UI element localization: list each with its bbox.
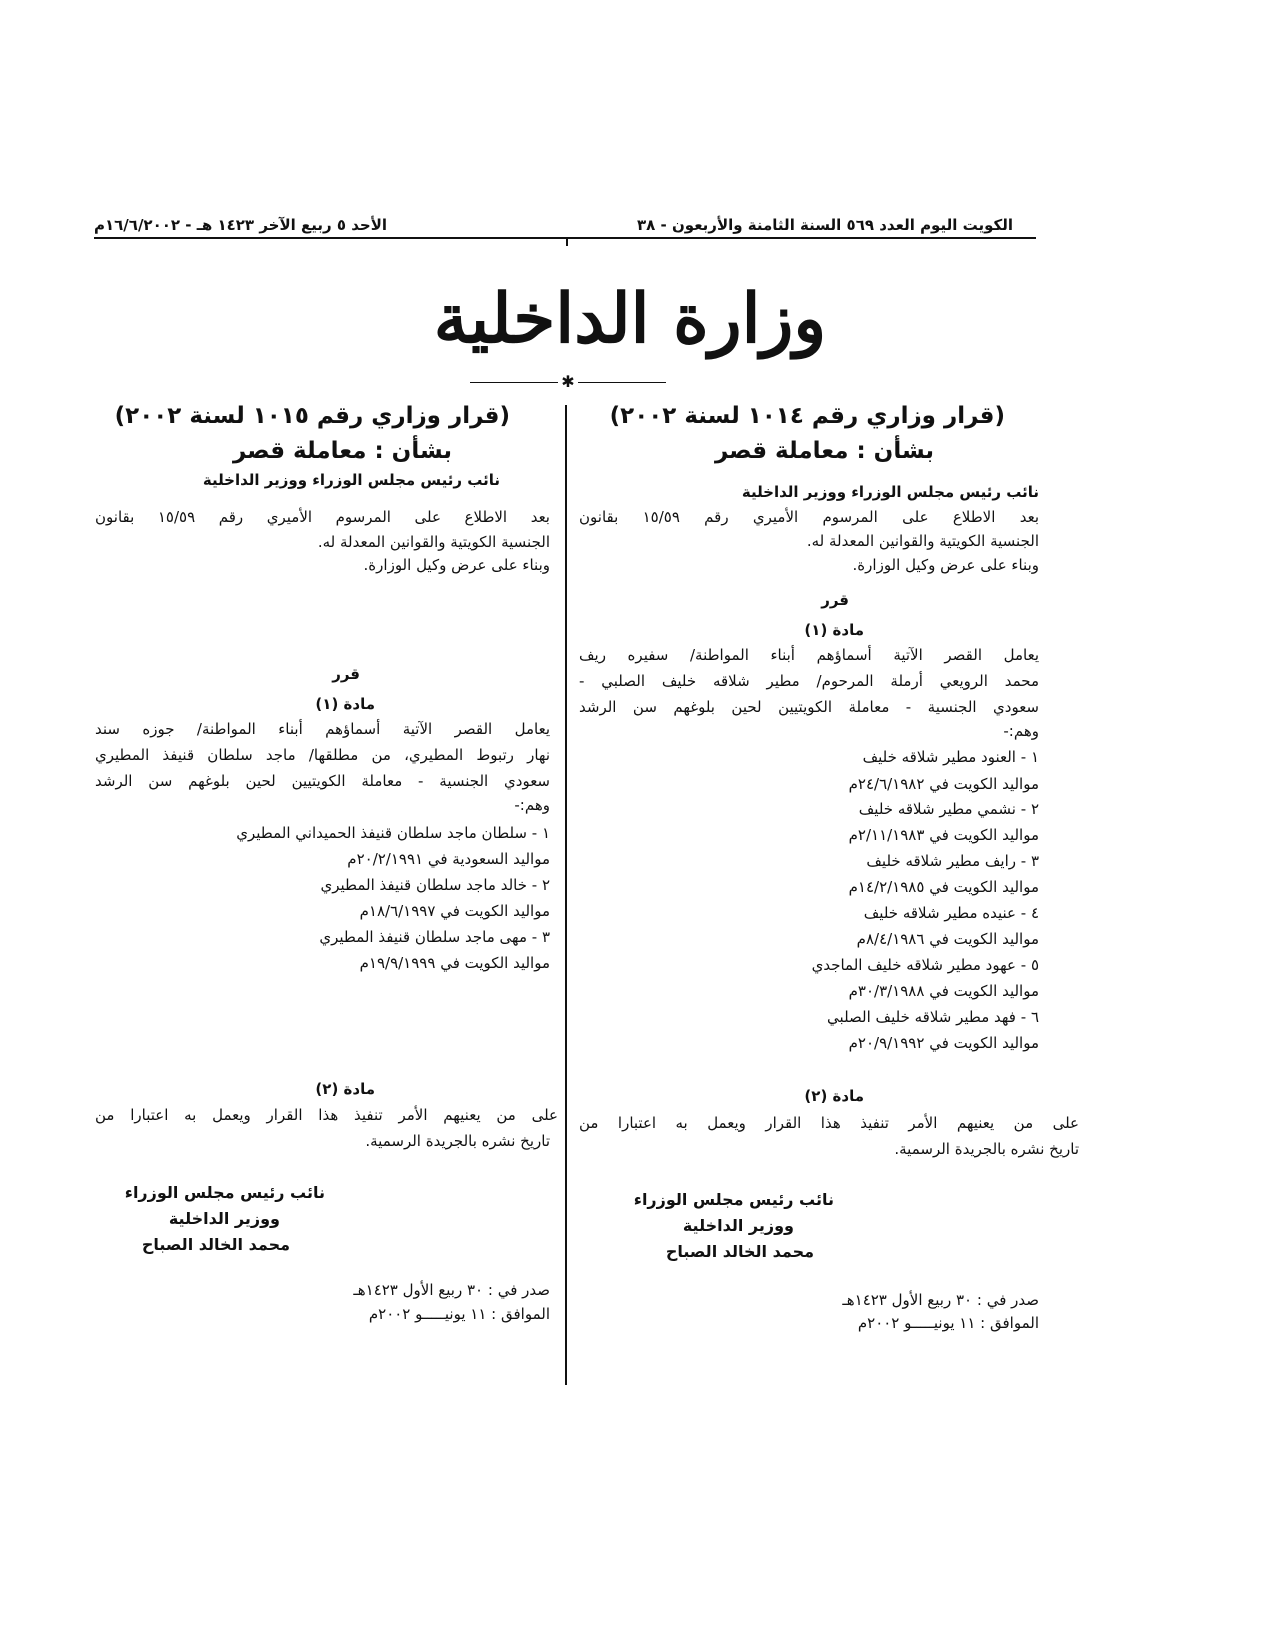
preamble-line-3: وبناء على عرض وكيل الوزارة. bbox=[363, 556, 550, 574]
article-2-line-1: على من يعنيهم الأمر تنفيذ هذا القرار ويعمل به اعتبارا من bbox=[579, 1114, 1079, 1132]
child-birth: مواليد السعودية في ٢٠/٢/١٩٩١م bbox=[347, 850, 550, 868]
signature-title-1: نائب رئيس مجلس الوزراء bbox=[633, 1190, 834, 1209]
issued-date: صدر في : ٣٠ ربيع الأول ١٤٢٣هـ bbox=[353, 1281, 550, 1299]
decided-heading: قرر bbox=[332, 665, 360, 683]
article-2-heading: مادة (٢) bbox=[804, 1087, 864, 1105]
child-name: ٤ - عنيده مطير شلاقه خليف bbox=[863, 904, 1039, 922]
article-1-heading: مادة (١) bbox=[804, 621, 864, 639]
child-birth: مواليد الكويت في ١٩/٩/١٩٩٩م bbox=[359, 954, 550, 972]
child-birth: مواليد الكويت في ٢٠/٩/١٩٩٢م bbox=[848, 1034, 1039, 1052]
preamble-line-3: وبناء على عرض وكيل الوزارة. bbox=[852, 556, 1039, 574]
child-name: ٢ - خالد ماجد سلطان قنيفذ المطيري bbox=[320, 876, 550, 894]
header-rule bbox=[94, 237, 1036, 239]
child-birth: مواليد الكويت في ١٤/٢/١٩٨٥م bbox=[848, 878, 1039, 896]
signature-title-2: ووزير الداخلية bbox=[682, 1216, 794, 1235]
ornament-line-right bbox=[578, 382, 666, 383]
article-1-line: سعودي الجنسية - معاملة الكويتيين لحين بلوغهم سن الرشد bbox=[579, 698, 1039, 716]
article-1-line: يعامل القصر الآتية أسماؤهم أبناء المواطنة/ جوزه سند bbox=[95, 720, 550, 738]
article-1-line: يعامل القصر الآتية أسماؤهم أبناء المواطنة/ سفيره ريف bbox=[579, 646, 1039, 664]
signatory-name: محمد الخالد الصباح bbox=[665, 1242, 814, 1261]
article-1-line: وهم:- bbox=[514, 796, 550, 814]
child-birth: مواليد الكويت في ٢٤/٦/١٩٨٢م bbox=[848, 775, 1039, 793]
decree-subject: بشأن : معاملة قصر bbox=[233, 438, 452, 464]
child-birth: مواليد الكويت في ٣٠/٣/١٩٨٨م bbox=[848, 982, 1039, 1000]
preamble-line-1: بعد الاطلاع على المرسوم الأميري رقم ١٥/٥٩ بقانون bbox=[95, 508, 550, 526]
child-name: ٦ - فهد مطير شلاقه خليف الصلبي bbox=[827, 1008, 1039, 1026]
article-2-line-2: تاريخ نشره بالجريدة الرسمية. bbox=[894, 1140, 1079, 1158]
issuer-line: نائب رئيس مجلس الوزراء ووزير الداخلية bbox=[741, 483, 1039, 501]
child-name: ٣ - مهى ماجد سلطان قنيفذ المطيري bbox=[319, 928, 550, 946]
decree-title: (قرار وزاري رقم ١٠١٥ لسنة ٢٠٠٢) bbox=[114, 403, 510, 429]
preamble-line-1: بعد الاطلاع على المرسوم الأميري رقم ١٥/٥٩ بقانون bbox=[579, 508, 1039, 526]
child-birth: مواليد الكويت في ١٨/٦/١٩٩٧م bbox=[359, 902, 550, 920]
child-name: ٥ - عهود مطير شلاقه خليف الماجدي bbox=[811, 956, 1039, 974]
decree-subject: بشأن : معاملة قصر bbox=[715, 438, 934, 464]
child-name: ٣ - رايف مطير شلاقه خليف bbox=[866, 852, 1039, 870]
signature-title-1: نائب رئيس مجلس الوزراء bbox=[124, 1183, 325, 1202]
child-name: ٢ - نشمي مطير شلاقه خليف bbox=[858, 800, 1039, 818]
decided-heading: قرر bbox=[821, 591, 849, 609]
ornament-line-left bbox=[470, 382, 558, 383]
child-birth: مواليد الكويت في ٢/١١/١٩٨٣م bbox=[848, 826, 1039, 844]
decree-title: (قرار وزاري رقم ١٠١٤ لسنة ٢٠٠٢) bbox=[609, 403, 1005, 429]
header-tick-mark bbox=[566, 238, 568, 246]
corresponding-date: الموافق : ١١ يونيـــــو ٢٠٠٢م bbox=[368, 1305, 550, 1323]
article-1-line: وهم:- bbox=[1003, 722, 1039, 740]
article-1-line: محمد الرويعي أرملة المرحوم/ مطير شلاقه خليف الصلبي - bbox=[579, 672, 1039, 690]
preamble-line-2: الجنسية الكويتية والقوانين المعدلة له. bbox=[317, 533, 550, 551]
article-1-line: نهار رتبوط المطيري، من مطلقها/ ماجد سلطان قنيفذ المطيري bbox=[95, 746, 550, 764]
ministry-masthead: وزارة الداخلية bbox=[433, 279, 827, 359]
corresponding-date: الموافق : ١١ يونيـــــو ٢٠٠٢م bbox=[857, 1314, 1039, 1332]
running-header-issue: الكويت اليوم العدد ٥٦٩ السنة الثامنة والأربعون - ٣٨ bbox=[637, 216, 1013, 234]
article-1-heading: مادة (١) bbox=[315, 695, 375, 713]
issuer-line: نائب رئيس مجلس الوزراء ووزير الداخلية bbox=[202, 471, 500, 489]
signature-title-2: ووزير الداخلية bbox=[168, 1209, 280, 1228]
article-2-heading: مادة (٢) bbox=[315, 1080, 375, 1098]
running-header-date: الأحد ٥ ربيع الآخر ١٤٢٣ هـ - ١٦/٦/٢٠٠٢م bbox=[94, 216, 388, 234]
child-birth: مواليد الكويت في ٨/٤/١٩٨٦م bbox=[856, 930, 1039, 948]
article-2-line-2: تاريخ نشره بالجريدة الرسمية. bbox=[365, 1132, 550, 1150]
article-2-line-1: على من يعنيهم الأمر تنفيذ هذا القرار ويعمل به اعتبارا من bbox=[95, 1106, 558, 1124]
article-1-line: سعودي الجنسية - معاملة الكويتيين لحين بلوغهم سن الرشد bbox=[95, 772, 550, 790]
ornament-star-icon: ✱ bbox=[561, 372, 575, 391]
child-name: ١ - سلطان ماجد سلطان قنيفذ الحميداني المطيري bbox=[236, 824, 550, 842]
preamble-line-2: الجنسية الكويتية والقوانين المعدلة له. bbox=[806, 532, 1039, 550]
signatory-name: محمد الخالد الصباح bbox=[141, 1235, 290, 1254]
child-name: ١ - العنود مطير شلاقه خليف bbox=[862, 748, 1039, 766]
issued-date: صدر في : ٣٠ ربيع الأول ١٤٢٣هـ bbox=[842, 1291, 1039, 1309]
column-divider bbox=[565, 405, 567, 1385]
